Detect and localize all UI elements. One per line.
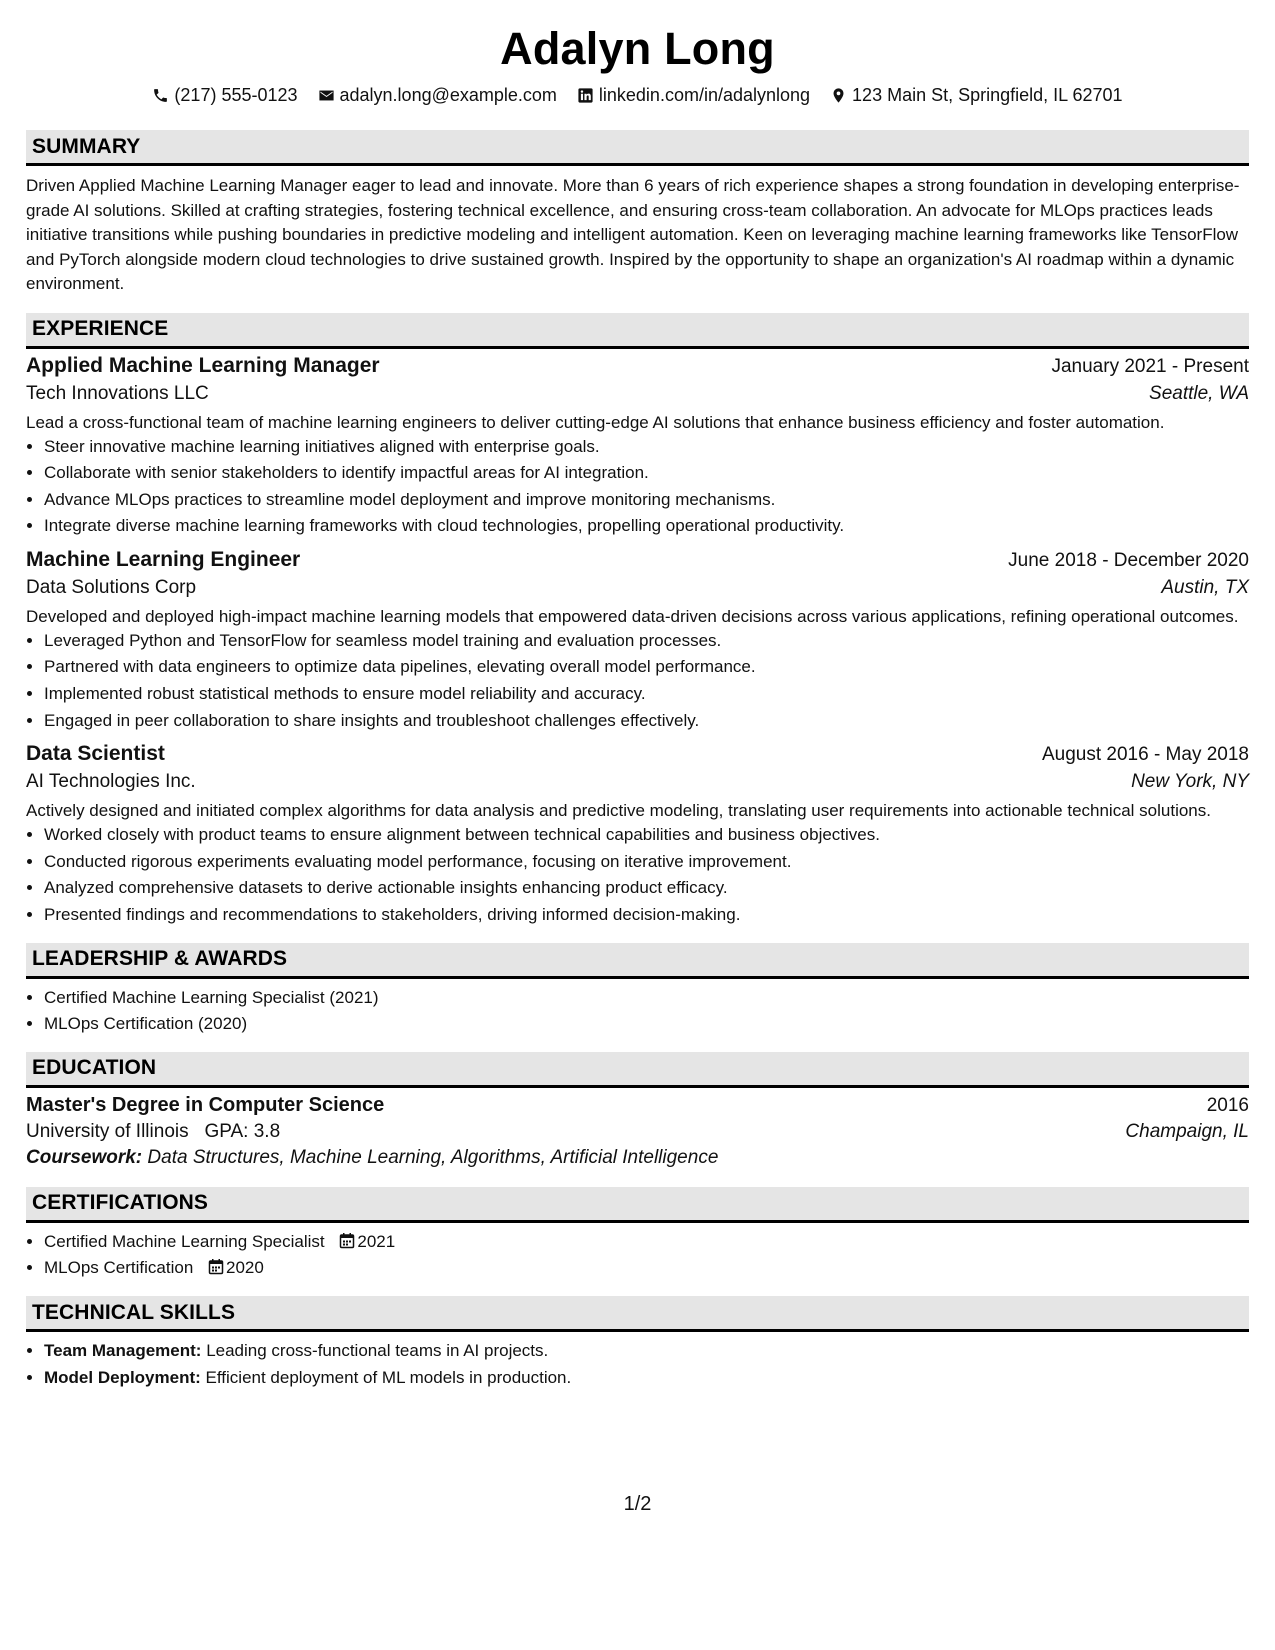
education-subheader [26,1121,1249,1143]
coursework-label: Coursework: [26,1146,143,1168]
school-line [26,1121,280,1143]
list-item: • Worked closely with product teams to ensure alignment between technical capabilities and business objectives. [44,822,1249,849]
skill-text: Efficient deployment of ML models in production. [205,1367,572,1387]
resume-content [26,0,1249,1391]
leadership-list [26,985,1249,1038]
job-company: AI Technologies Inc. [26,771,196,793]
job-company: Data Solutions Corp [26,576,197,598]
job-subheader [26,383,1249,405]
list-item: • Advance MLOps practices to streamline model deployment and improve monitoring mechanisms. [44,487,1249,514]
job-title: Applied Machine Learning Manager [26,353,380,377]
job-location: New York, NY [1131,771,1249,793]
list-item [44,1365,1249,1392]
job-subheader [26,771,1249,793]
section-skills-heading: TECHNICAL SKILLS [26,1296,1249,1332]
education-entry [26,1094,1249,1169]
phone-icon [152,87,169,104]
contact-linkedin[interactable] [577,85,810,106]
list-item: • Certified Machine Learning Specialist (2021) [44,985,1249,1012]
summary-text: Driven Applied Machine Learning Manager eager to lead and innovate. More than 6 years of rich experience shapes a strong foundation in developing enterprise-grade AI solutions. Skilled at crafting strategies, fostering technical excellence, and ensuring cross-team collaboration. An advocate for MLOps practices leads initiative transitions while pushing boundaries in predictive modeling and intelligent automation. Keen on leveraging machine learning frameworks like TensorFlow and PyTorch alongside modern cloud technologies to drive sustained growth. Inspired by the opportunity to shape an organization's AI roadmap within a dynamic environment. [26,176,1240,293]
map-pin-icon [830,87,847,104]
list-item: • Engaged in peer collaboration to share insights and troubleshoot challenges effectively. [44,708,1249,735]
coursework-list: Data Structures, Machine Learning, Algorithms, Artificial Intelligence [147,1146,719,1168]
job-description: Lead a cross-functional team of machine learning engineers to deliver cutting-edge AI solutions that enhance business efficiency and foster automation. [26,412,1165,432]
list-item [44,1229,1249,1256]
job-bullets [26,822,1249,928]
school-name: University of Illinois [26,1120,189,1142]
list-item: • Presented findings and recommendations to stakeholders, driving informed decision-making. [44,902,1249,929]
job-description: Actively designed and initiated complex algorithms for data analysis and predictive modeling, translating user requirements into actionable technical solutions. [26,801,1211,821]
list-item: • Steer innovative machine learning initiatives aligned with enterprise goals. [44,434,1249,461]
job-header [26,354,1249,378]
list-item: • MLOps Certification (2020) [44,1011,1249,1038]
list-item: • Integrate diverse machine learning frameworks with cloud technologies, propelling operational productivity. [44,513,1249,540]
certifications-list [26,1229,1249,1282]
contact-email[interactable] [318,85,557,106]
list-item: • Leveraged Python and TensorFlow for seamless model training and evaluation processes. [44,628,1249,655]
skill-label: Model Deployment: [44,1367,201,1387]
section-certifications-heading: CERTIFICATIONS [26,1187,1249,1223]
cert-name: Certified Machine Learning Specialist [44,1231,325,1251]
calendar-icon [339,1232,355,1249]
school-location: Champaign, IL [1125,1120,1249,1142]
section-summary-heading: SUMMARY [26,130,1249,166]
job-dates: June 2018 - December 2020 [1008,549,1249,571]
coursework [26,1147,1249,1169]
list-item [44,1255,1249,1282]
job-entry [26,742,1249,928]
job-bullets [26,434,1249,540]
phone-text: (217) 555-0123 [174,84,298,105]
skill-label: Team Management: [44,1341,202,1360]
job-dates: August 2016 - May 2018 [1041,744,1249,766]
education-header [26,1094,1249,1117]
skill-text: Leading cross-functional teams in AI projects. [206,1341,549,1360]
linkedin-icon [577,87,594,104]
list-item: • Analyzed comprehensive datasets to derive actionable insights enhancing product efficacy. [44,875,1249,902]
section-experience-heading: EXPERIENCE [26,313,1249,349]
cert-year: 2020 [226,1258,264,1278]
contact-phone [152,85,297,106]
skills-list [26,1338,1249,1391]
job-location: Seattle, WA [1149,382,1249,404]
job-title: Data Scientist [26,742,165,766]
job-description: Developed and deployed high-impact machine learning models that empowered data-driven decisions across various applications, refining operational outcomes. [26,606,1239,626]
job-company: Tech Innovations LLC [26,382,209,404]
list-item: • Collaborate with senior stakeholders to identify impactful areas for AI integration. [44,460,1249,487]
list-item [44,1338,1249,1365]
job-dates: January 2021 - Present [1051,355,1249,377]
cert-year: 2021 [357,1231,396,1251]
linkedin-text[interactable]: linkedin.com/in/adalynlong [598,84,811,105]
email-text[interactable]: adalyn.long@example.com [339,84,557,105]
job-header [26,742,1249,766]
contact-bar [26,82,1249,108]
job-subheader [26,577,1249,599]
calendar-icon [208,1258,224,1275]
job-entry [26,354,1249,540]
contact-address [830,85,1123,106]
cert-name: MLOps Certification [44,1258,194,1278]
job-header [26,548,1249,572]
job-entry [26,548,1249,734]
degree: Master's Degree in Computer Science [26,1093,385,1116]
envelope-icon [318,87,335,104]
job-title: Machine Learning Engineer [26,547,301,571]
job-bullets [26,628,1249,734]
page-number: 1/2 [623,1493,652,1515]
graduation-year: 2016 [1206,1094,1249,1116]
list-item: • Conducted rigorous experiments evaluating model performance, focusing on iterative improvement. [44,849,1249,876]
candidate-name: Adalyn Long [500,23,775,74]
section-education-heading: EDUCATION [26,1052,1249,1088]
list-item: • Implemented robust statistical methods to ensure model reliability and accuracy. [44,681,1249,708]
address-text: 123 Main St, Springfield, IL 62701 [852,84,1123,105]
job-location: Austin, TX [1161,576,1249,598]
list-item: • Partnered with data engineers to optimize data pipelines, elevating overall model performance. [44,654,1249,681]
section-leadership-heading: LEADERSHIP & AWARDS [26,943,1249,979]
gpa: GPA: 3.8 [204,1120,281,1142]
